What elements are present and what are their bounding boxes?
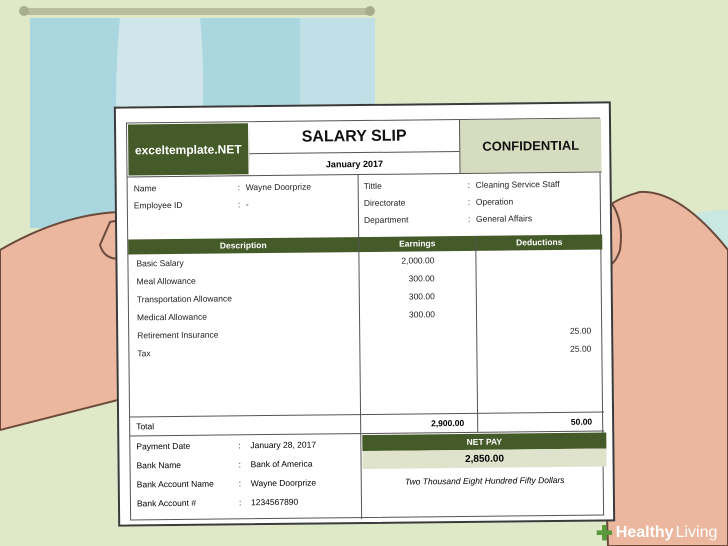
brand-logo: exceltemplate.NET (127, 122, 250, 176)
net-pay-header: NET PAY (362, 432, 606, 451)
item-description: Transportation Allowance (136, 293, 233, 305)
name-value: Wayne Doorprize (245, 181, 312, 193)
account-name-label: Bank Account Name (136, 478, 214, 490)
directorate-label: Directorate (363, 197, 406, 209)
separator: : (467, 196, 471, 207)
salary-slip-sheet (114, 101, 615, 526)
payment-row-account-name (131, 473, 361, 494)
account-name-value: Wayne Doorprize (250, 477, 317, 489)
account-number-label: Bank Account # (136, 497, 197, 509)
name-label: Name (133, 183, 157, 194)
total-earnings: 2,900.00 (431, 417, 465, 429)
item-earnings: 300.00 (408, 309, 436, 320)
item-description: Basic Salary (136, 257, 184, 269)
employee-info-left (134, 181, 354, 217)
department-value: General Affairs (475, 213, 533, 224)
item-description: Meal Allowance (136, 275, 196, 287)
total-deductions: 50.00 (570, 416, 593, 427)
separator: : (467, 213, 471, 224)
line-items (128, 250, 603, 363)
title-value: Cleaning Service Staff (475, 178, 560, 190)
bank-name-value: Bank of America (250, 458, 313, 470)
healthy-living-watermark (596, 521, 717, 545)
item-deductions: 25.00 (570, 343, 592, 354)
separator: : (238, 440, 241, 451)
slip-title: SALARY SLIP (249, 120, 459, 154)
column-earnings: Earnings (399, 238, 436, 249)
separator: : (467, 179, 471, 190)
watermark-suffix: Living (675, 524, 718, 541)
item-earnings: 2,000.00 (401, 255, 435, 266)
separator: : (237, 199, 241, 210)
item-description: Tax (137, 348, 151, 359)
separator: : (237, 182, 241, 193)
item-description: Retirement Insurance (137, 329, 219, 341)
net-pay-value: 2,850.00 (362, 448, 606, 469)
divider (358, 174, 360, 237)
bank-name-label: Bank Name (136, 459, 182, 471)
employee-info-right (364, 179, 601, 232)
employee-id-value: - (245, 199, 249, 210)
separator: : (238, 459, 241, 470)
payment-row-account-number (131, 492, 361, 513)
payment-row-bank (130, 454, 360, 475)
item-earnings: 300.00 (408, 291, 435, 302)
info-row-id (134, 198, 354, 217)
info-row-department (364, 213, 600, 232)
payment-info (130, 435, 361, 513)
table-row (129, 340, 603, 363)
payment-date-label: Payment Date (136, 440, 191, 452)
item-deductions: 25.00 (569, 325, 592, 336)
item-earnings: 300.00 (408, 273, 435, 284)
separator: : (238, 478, 242, 489)
employee-id-label: Employee ID (133, 199, 183, 211)
watermark-prefix: Healthy (615, 524, 674, 541)
separator: : (238, 497, 242, 508)
account-number-value: 1234567890 (250, 496, 299, 508)
item-description: Medical Allowance (136, 311, 208, 323)
column-deductions: Deductions (516, 236, 563, 248)
net-pay-in-words: Two Thousand Eight Hundred Fifty Dollars (404, 474, 565, 487)
title-label: Tittle (363, 180, 382, 192)
confidential-badge: CONFIDENTIAL (459, 119, 602, 173)
total-label: Total (136, 421, 155, 432)
slip-period: January 2017 (325, 158, 383, 169)
salary-slip-frame (126, 118, 604, 521)
payment-row-date (130, 435, 360, 456)
payment-date-value: January 28, 2017 (250, 439, 317, 451)
plus-icon: ✚ (596, 522, 613, 545)
directorate-value: Operation (475, 196, 514, 207)
column-description: Description (219, 240, 267, 251)
department-label: Department (363, 214, 409, 225)
